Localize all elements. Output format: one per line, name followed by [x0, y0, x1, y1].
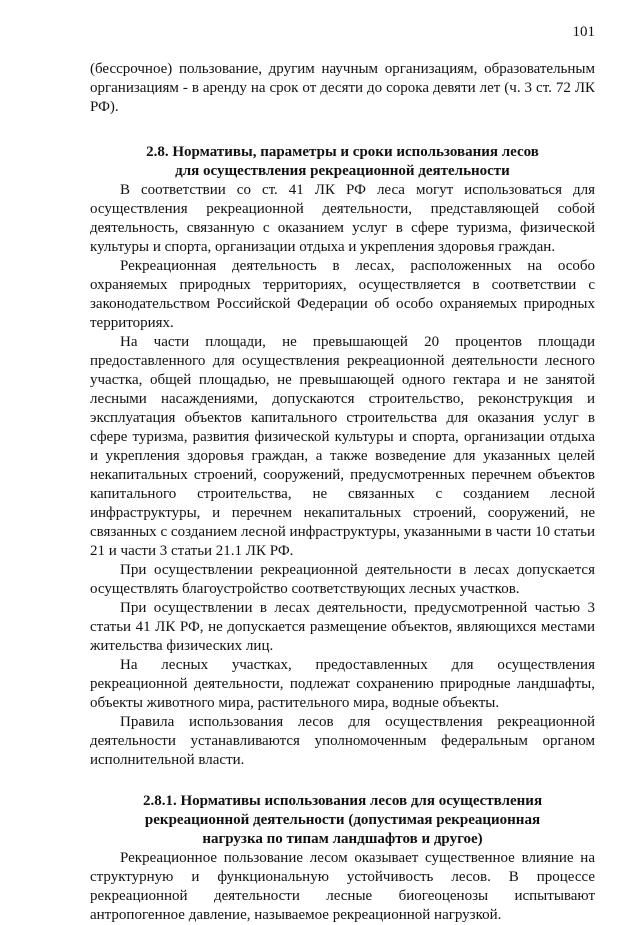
body-paragraph: Правила использования лесов для осуществления рекреационной деятельности устанавливаются уполномоченным федеральным органом исполнительной власти.	[90, 714, 595, 768]
body-paragraph: Рекреационная деятельность в лесах, расположенных на особо охраняемых природных территориях, осуществляется в соответствии с законодательством Российской Федерации об особо охраняемых природных территориях.	[90, 258, 595, 331]
section-title-line: 2.8.1. Нормативы использования лесов для осуществления	[142, 793, 543, 809]
intro-paragraph: (бессрочное) пользование, другим научным организациям, образовательным организациям - в аренду на срок от десяти до сорока девяти лет (ч. 3 ст. 72 ЛК РФ).	[90, 61, 595, 115]
body-paragraph: При осуществлении в лесах деятельности, предусмотренной частью 3 статьи 41 ЛК РФ, не допускается размещение объектов, являющихся местами жительства физических лиц.	[90, 600, 595, 654]
body-paragraph: При осуществлении рекреационной деятельности в лесах допускается осуществлять благоустройство соответствующих лесных участков.	[90, 562, 595, 597]
section-2-8-title	[90, 143, 595, 181]
body-paragraph: Рекреационное пользование лесом оказывает существенное влияние на структурную и функциональную устойчивость лесов. В процессе рекреационной деятельности лесные биогеоценозы испытывают антропогенное давление, называемое рекреационной нагрузкой.	[90, 850, 595, 923]
section-title-line: для осуществления рекреационной деятельности	[175, 163, 510, 179]
body-paragraph: На части площади, не превышающей 20 процентов площади предоставленного для осуществления рекреационной деятельности лесного участка, общей площадью, не превышающей одного гектара и не занятой лесными насаждениями, допускаются строительство, реконструкция и эксплуатация объектов капитального строительства для оказания услуг в сфере туризма, развития физической культуры и спорта, организации отдыха и укрепления здоровья граждан, а также возведение для указанных целей некапитальных строений, сооружений, предусмотренных перечнем объектов капитального строительства, не связанных с созданием лесной инфраструктуры, и перечнем некапитальных строений, сооружений, не связанных с созданием лесной инфраструктуры, указанными в части 10 статьи 21 и части 3 статьи 21.1 ЛК РФ.	[90, 334, 595, 559]
page-content	[90, 60, 595, 925]
page-number: 101	[572, 24, 595, 40]
body-paragraph: В соответствии со ст. 41 ЛК РФ леса могут использоваться для осуществления рекреационной деятельности, представляющей собой деятельность, связанную с оказанием услуг в сфере туризма, физической культуры и спорта, организации отдыха и укрепления здоровья граждан.	[90, 182, 595, 255]
body-paragraph: На лесных участках, предоставленных для осуществления рекреационной деятельности, подлежат сохранению природные ландшафты, объекты животного мира, растительного мира, водные объекты.	[90, 657, 595, 711]
section-title-line: нагрузка по типам ландшафтов и другое)	[202, 831, 483, 847]
section-title-line: рекреационной деятельности (допустимая рекреационная	[144, 812, 541, 828]
section-title-line: 2.8. Нормативы, параметры и сроки использования лесов	[146, 144, 539, 160]
section-2-8-1-title	[90, 792, 595, 849]
